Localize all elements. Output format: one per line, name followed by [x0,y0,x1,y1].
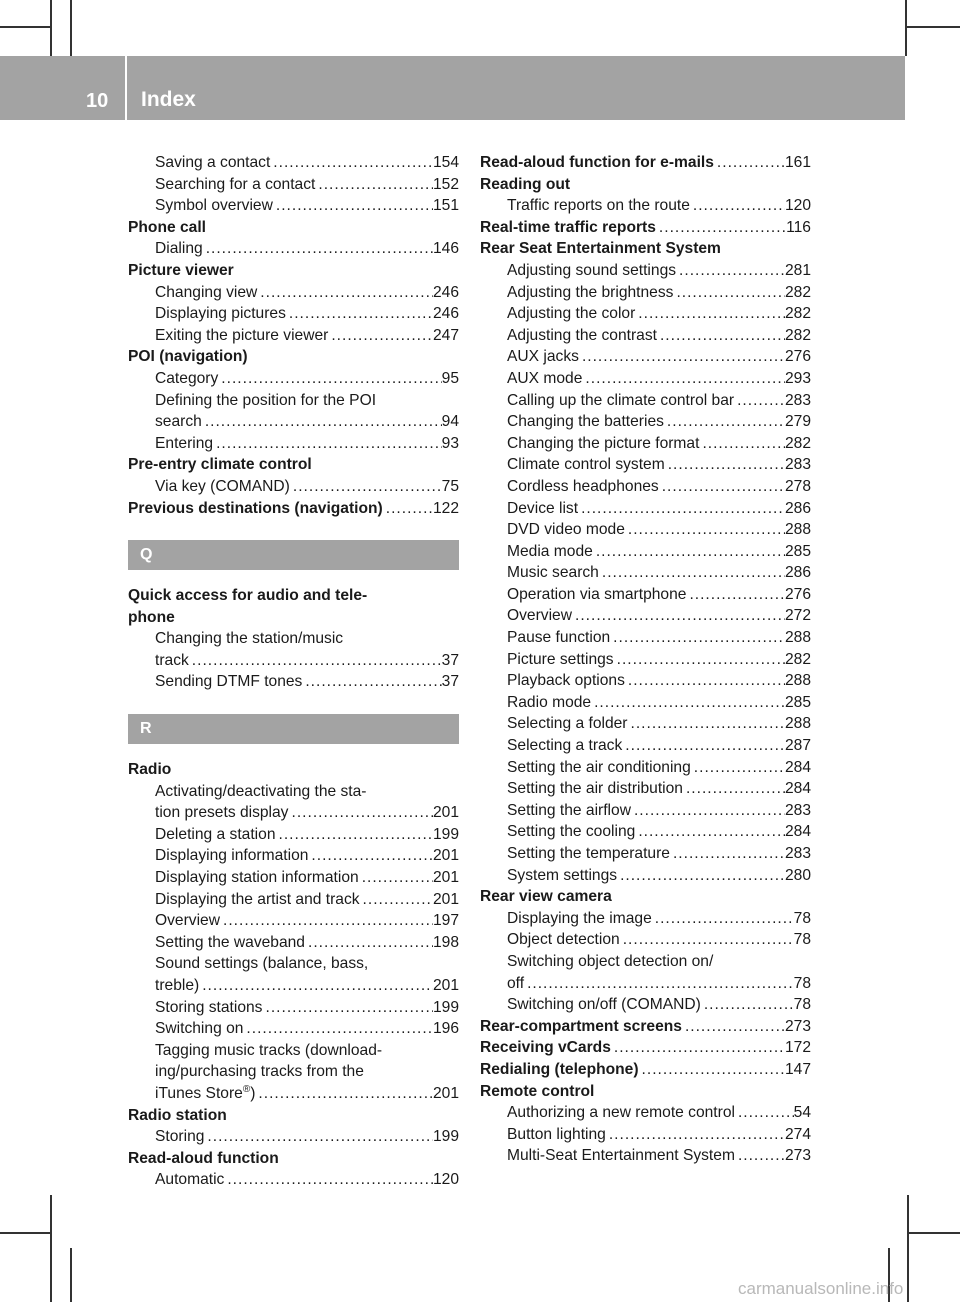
index-entry[interactable]: Dialing ..... 146 [128,238,459,260]
index-entry[interactable]: Sending DTMF tones ..... 37 [128,671,459,693]
registered-mark: ® [242,1083,251,1095]
index-entry-wrap: Changing the station/music [155,630,344,648]
index-entry[interactable]: off ..... 78 [480,973,811,995]
index-entry[interactable]: Displaying information ..... 201 [128,845,459,867]
index-entry[interactable]: Switching on ..... 196 [128,1018,459,1040]
index-entry[interactable]: AUX mode ..... 293 [480,368,811,390]
index-column-right [480,152,811,1167]
index-entry[interactable]: Selecting a track ..... 287 [480,735,811,757]
index-entry-wrap: Activating/deactivating the sta- [155,782,367,800]
index-entry[interactable]: Traffic reports on the route ..... 120 [480,195,811,217]
index-entry[interactable]: Cordless headphones ..... 278 [480,476,811,498]
index-heading-entry[interactable]: Real-time traffic reports ..... 116 [480,217,811,239]
index-entry[interactable]: DVD video mode ..... 288 [480,519,811,541]
index-entry[interactable]: treble) ..... 201 [128,975,459,997]
index-heading-entry[interactable]: Previous destinations (navigation) ..... 122 [128,498,459,520]
index-entry[interactable]: Switching on/off (COMAND) ..... 78 [480,994,811,1016]
index-entry[interactable]: Changing the batteries ..... 279 [480,411,811,433]
index-heading-entry[interactable]: Read-aloud function for e-mails ..... 161 [480,152,811,174]
index-heading-entry[interactable]: Rear-compartment screens ..... 273 [480,1016,811,1038]
index-entry[interactable]: Setting the air distribution ..... 284 [480,778,811,800]
crop-mark [907,26,960,28]
index-entry-wrap: Sound settings (balance, bass, [155,955,369,973]
index-entry[interactable]: Adjusting the brightness ..... 282 [480,282,811,304]
crop-mark [907,1232,960,1234]
index-entry[interactable]: Authorizing a new remote control ..... 54 [480,1102,811,1124]
watermark: carmanualsonline.info [738,1279,904,1298]
header-bar [0,56,905,120]
page-number: 10 [86,90,109,112]
index-entry[interactable]: Displaying the artist and track ..... 201 [128,889,459,911]
index-entry[interactable]: Music search ..... 286 [480,562,811,584]
index-entry[interactable]: Overview ..... 197 [128,910,459,932]
index-entry[interactable]: iTunes Store®) ..... 201 [128,1083,459,1105]
index-heading: POI (navigation) [128,348,248,366]
index-entry-wrap: Switching object detection on/ [507,952,714,970]
index-entry[interactable]: Operation via smartphone ..... 276 [480,584,811,606]
index-entry[interactable]: Setting the cooling ..... 284 [480,821,811,843]
index-entry[interactable]: Overview ..... 272 [480,605,811,627]
index-entry[interactable]: search ..... 94 [128,411,459,433]
page-title: Index [141,88,196,111]
index-entry[interactable]: Pause function ..... 288 [480,627,811,649]
crop-mark [50,1195,52,1302]
index-heading: Rear view camera [480,888,612,906]
index-heading: phone [128,608,175,626]
section-letter-r: R [128,714,459,744]
index-heading: Radio station [128,1106,227,1124]
index-entry[interactable]: Picture settings ..... 282 [480,649,811,671]
index-entry[interactable]: Category ..... 95 [128,368,459,390]
index-entry[interactable]: Searching for a contact ..... 152 [128,174,459,196]
index-heading: Picture viewer [128,261,234,279]
index-entry[interactable]: tion presets display ..... 201 [128,802,459,824]
index-entry[interactable]: Button lighting ..... 274 [480,1124,811,1146]
index-entry[interactable]: Playback options ..... 288 [480,670,811,692]
index-entry[interactable]: Setting the temperature ..... 283 [480,843,811,865]
index-heading: Rear Seat Entertainment System [480,240,721,258]
index-entry[interactable]: Adjusting the color ..... 282 [480,303,811,325]
index-heading: Read-aloud function [128,1149,279,1167]
index-heading: Phone call [128,218,206,236]
crop-mark [0,1232,52,1234]
header-divider [125,56,127,120]
crop-mark [907,1195,909,1302]
index-entry[interactable]: Changing view ..... 246 [128,282,459,304]
index-entry[interactable]: Changing the picture format ..... 282 [480,433,811,455]
itunes-text: iTunes Store [155,1084,243,1102]
index-heading: Remote control [480,1082,595,1100]
index-entry[interactable]: Setting the air conditioning ..... 284 [480,757,811,779]
index-entry[interactable]: Adjusting sound settings ..... 281 [480,260,811,282]
index-entry[interactable]: Displaying the image ..... 78 [480,908,811,930]
crop-mark [70,0,72,56]
crop-mark [70,1248,72,1302]
itunes-suffix: ) [250,1084,256,1102]
index-entry[interactable]: Exiting the picture viewer ..... 247 [128,325,459,347]
crop-mark [905,0,907,56]
crop-mark [50,0,52,56]
index-entry-wrap: ing/purchasing tracks from the [155,1063,364,1081]
index-heading: Radio [128,761,172,779]
index-entry[interactable]: Displaying pictures ..... 246 [128,303,459,325]
index-entry[interactable]: Media mode ..... 285 [480,541,811,563]
index-heading: Reading out [480,175,571,193]
index-heading: Quick access for audio and tele- [128,587,368,605]
index-entry[interactable]: Device list ..... 286 [480,498,811,520]
index-entry[interactable]: Calling up the climate control bar ..... 283 [480,390,811,412]
index-entry[interactable]: Setting the waveband ..... 198 [128,932,459,954]
section-letter-q: Q [128,540,459,570]
index-heading-entry[interactable]: Receiving vCards ..... 172 [480,1037,811,1059]
index-entry[interactable]: Storing stations ..... 199 [128,997,459,1019]
index-entry[interactable]: AUX jacks ..... 276 [480,346,811,368]
index-entry[interactable]: Saving a contact ..... 154 [128,152,459,174]
index-entry[interactable]: Multi-Seat Entertainment System ..... 273 [480,1145,811,1167]
index-entry[interactable]: Storing ..... 199 [128,1126,459,1148]
index-entry[interactable]: Climate control system ..... 283 [480,454,811,476]
index-entry[interactable]: Object detection ..... 78 [480,929,811,951]
index-entry[interactable]: Entering ..... 93 [128,433,459,455]
index-entry[interactable]: System settings ..... 280 [480,865,811,887]
index-entry[interactable]: Selecting a folder ..... 288 [480,713,811,735]
index-entry-wrap: Defining the position for the POI [155,391,377,409]
index-entry[interactable]: Deleting a station ..... 199 [128,824,459,846]
index-column-left [128,152,459,1191]
index-entry[interactable]: Displaying station information ..... 201 [128,867,459,889]
index-heading: Pre-entry climate control [128,456,312,474]
index-entry[interactable]: Setting the airflow ..... 283 [480,800,811,822]
index-entry[interactable]: track ..... 37 [128,650,459,672]
index-entry[interactable]: Automatic ..... 120 [128,1169,459,1191]
index-entry[interactable]: Symbol overview ..... 151 [128,195,459,217]
index-entry[interactable]: Radio mode ..... 285 [480,692,811,714]
index-entry-wrap: Tagging music tracks (download- [155,1041,383,1059]
index-entry[interactable]: Adjusting the contrast ..... 282 [480,325,811,347]
index-heading-entry[interactable]: Redialing (telephone) ..... 147 [480,1059,811,1081]
crop-mark [0,26,50,28]
index-entry[interactable]: Via key (COMAND) ..... 75 [128,476,459,498]
